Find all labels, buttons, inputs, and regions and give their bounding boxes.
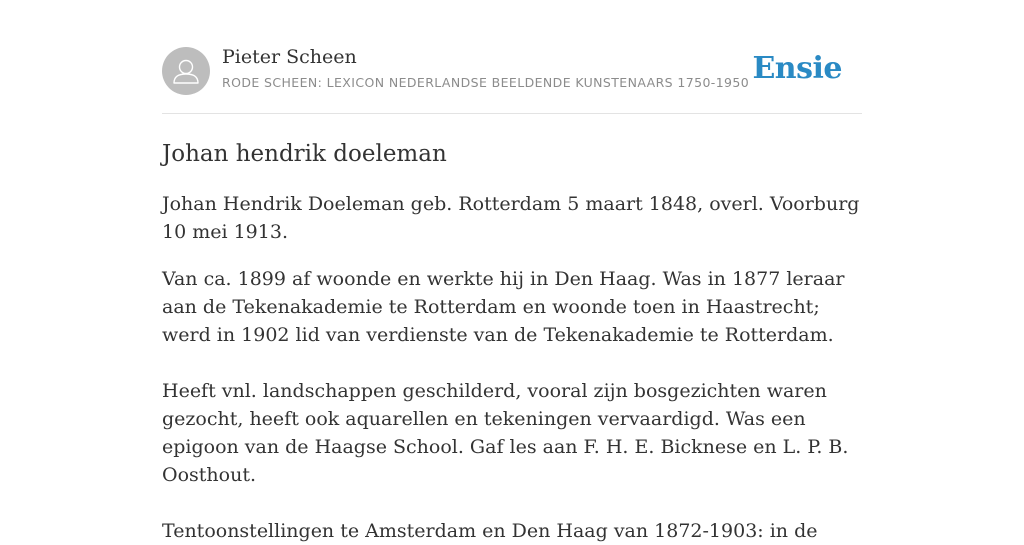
article-lede: Johan Hendrik Doeleman geb. Rotterdam 5 maart 1848, overl. Voorburg 10 mei 1913. — [162, 193, 860, 243]
article-paragraph: Van ca. 1899 af woonde en werkte hij in Den Haag. Was in 1877 leraar aan de Tekenakademie te Rotterdam en woonde toen in Haastrecht; werd in 1902 lid van verdienste van de Tekenakademie te Rotterdam. — [162, 268, 845, 346]
page-title: Johan hendrik doeleman — [162, 141, 447, 167]
article-page — [162, 0, 862, 545]
avatar[interactable] — [162, 47, 210, 95]
article-paragraph: Heeft vnl. landschappen geschilderd, vooral zijn bosgezichten waren gezocht, heeft ook aquarellen en tekeningen vervaardigd. Was een epigoon van de Haagse School. Gaf les aan F. H. E. Bicknese en L. P. B. Oosthout. — [162, 380, 849, 486]
article-header — [162, 0, 862, 114]
user-icon — [162, 47, 210, 95]
source-label[interactable]: RODE SCHEEN: LEXICON NEDERLANDSE BEELDENDE KUNSTENAARS 1750-1950 — [222, 75, 750, 90]
author-name[interactable]: Pieter Scheen — [222, 46, 357, 68]
brand-logo[interactable]: Ensie — [752, 51, 842, 86]
article-paragraph: Tentoonstellingen te Amsterdam en Den Haag van 1872-1903: in de — [162, 520, 818, 542]
